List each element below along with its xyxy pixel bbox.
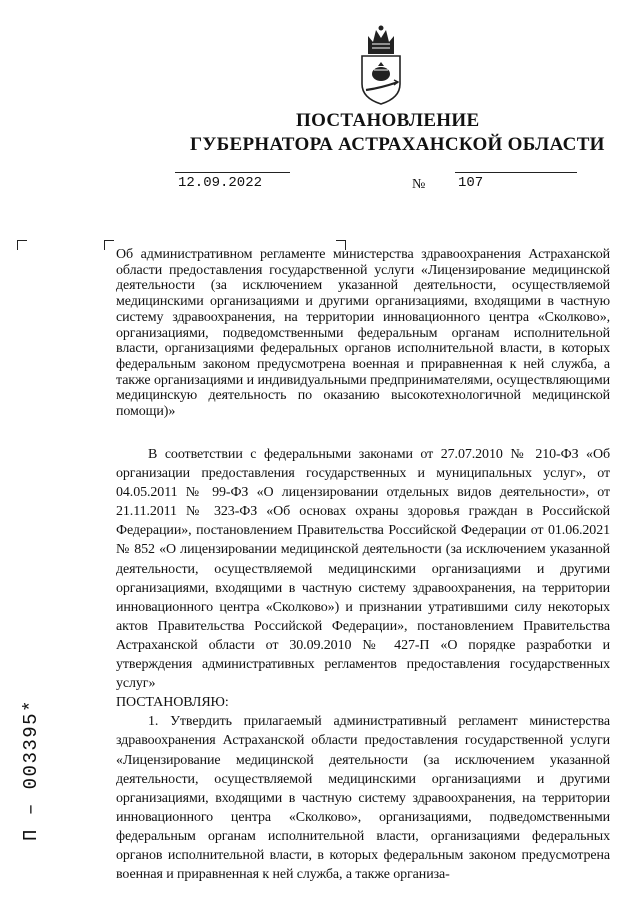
document-body (116, 445, 610, 884)
stamp-number: П – 003395* (20, 699, 42, 841)
margin-corner-mark (17, 240, 27, 250)
item-1-paragraph: 1. Утвердить прилагаемый административный регламент министерства здравоохранения Астраханской области предоставления государственной услуги «Лицензирование медицинской деятельности (за исключением указанной деятельности, осуществляемой медицинскими организациями и другими организациями, входящими в частную систему здравоохранения, на территории инновационного центра «Сколково», организациями, подведомственными федеральным органам исполнительной власти, организациями федеральных органов исполнительной власти, в которых федеральным законом предусмотрена военная и приравненная к ней служба, а также организа- (116, 714, 610, 883)
subject-corner-left (104, 240, 114, 250)
number-label: № (412, 177, 426, 192)
document-subject: Об административном регламенте министерства здравоохранения Астраханской области предоставления государственной услуги «Лицензирование медицинской деятельности (за исключением указанной деятельности, осуществляемой медицинскими организациями и другими организациями, входящими в частную систему здравоохранения, на территории инновационного центра «Сколково», организациями, подведомственными федеральным органам исполнительной власти, организациями федеральных органов исполнительной власти, в которых федеральным законом предусмотрена военная и приравненная к ней служба, а также организациями и индивидуальными предпринимателями, осуществляющими медицинскую деятельность по оказанию высокотехнологичной медицинской помощи)» (116, 247, 610, 420)
document-issuer: ГУБЕРНАТОРА АСТРАХАНСКОЙ ОБЛАСТИ (190, 134, 605, 155)
date-underline (175, 172, 290, 173)
document-title: ПОСТАНОВЛЕНИЕ (296, 110, 480, 131)
preamble-paragraph: В соответствии с федеральными законами от 27.07.2010 № 210-ФЗ «Об организации предоставления государственных и муниципальных услуг», от 04.05.2011 № 99-ФЗ «О лицензировании отдельных видов деятельности», от 21.11.2011 № 323-ФЗ «Об основах охраны здоровья граждан в Российской Федерации», постановлением Правительства Российской Федерации от 01.06.2021 № 852 «О лицензировании медицинской деятельности (за исключением указанной деятельности, осуществляемой медицинскими организациями и другими организациями, входящими в частную систему здравоохранения, на территории инновационного центра «Сколково») и признании утратившими силу некоторых актов Правительства Российской Федерации», постановлением Правительства Астраханской области от 30.09.2010 № 427-П «О порядке разработки и утверждения административных регламентов предоставления государственных услуг» (116, 447, 610, 692)
coat-of-arms-emblem (354, 22, 408, 106)
number-underline (455, 172, 577, 173)
resolve-heading: ПОСТАНОВЛЯЮ: (116, 695, 229, 711)
registration-stamp (16, 700, 46, 840)
document-date: 12.09.2022 (178, 175, 263, 191)
document-number: 107 (458, 175, 484, 191)
